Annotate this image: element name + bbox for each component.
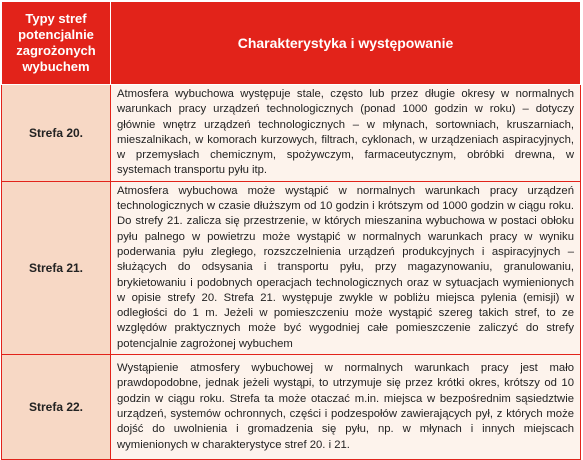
zone-description: Atmosfera wybuchowa występuje stale, często lub przez długie okresy w normalnych warunkach pracy urządzeń technologicznych (ponad 1000 godzin w roku) – dotyczy głównie wnętrz urządzeń technologicznych – w młynach, sortowniach, kruszarniach, mieszalnikach, w komorach kurzowych, filtrach, cyklonach, w urządzeniach aspiracyjnych, w przemysłach chemicznym, spożywczym, farmaceutycznym, obróbki drewna, w systemach transportu pyłu itp. xyxy=(111,85,581,182)
table-header-row xyxy=(2,2,581,85)
explosion-zones-table xyxy=(1,1,581,460)
zone-name: Strefa 20. xyxy=(2,85,111,182)
zone-description: Wystąpienie atmosfery wybuchowej w normalnych warunkach pracy jest mało prawdopodobne, jednak jeżeli wystąpi, to utrzymuje się przez krótki okres, krótszy od 10 godzin w ciągu roku. Strefa ta może otaczać m.in. miejsca w bezpośrednim sąsiedztwie urządzeń, systemów ochronnych, części i podzespołów zawierających pył, z których może dojść do uwolnienia i gromadzenia się pyłu, np. w młynach i innych miejscach wymienionych w charakterystyce stref 20. i 21. xyxy=(111,355,581,460)
table-row xyxy=(2,181,581,354)
header-description: Charakterystyka i występowanie xyxy=(111,2,581,85)
table-row xyxy=(2,355,581,460)
zone-description: Atmosfera wybuchowa może wystąpić w normalnych warunkach pracy urządzeń technologicznych w czasie dłuższym od 10 godzin i krótszym od 1000 godzin w ciągu roku. Do strefy 21. zalicza się przestrzenie, w których mieszanina wybuchowa w postaci obłoku pyłu palnego w powietrzu może wystąpić w normalnych warunkach pracy w wyniku poderwania pyłu zległego, rozszczelnienia urządzeń produkcyjnych i aspiracyjnych – służących do odsysania i transportu pyłu, przy magazynowaniu, granulowaniu, brykietowaniu i podobnych operacjach technologicznych oraz w sytuacjach wymienionych w opisie strefy 20. Strefa 21. występuje zwykle w pobliżu miejsca pylenia (emisji) w odległości do 1 m. Jeżeli w pomieszczeniu może wystąpić szereg takich stref, to ze względów praktycznych może być wygodniej całe pomieszczenie zaliczyć do strefy potencjalnie zagrożonej wybuchem xyxy=(111,181,581,354)
zone-name: Strefa 21. xyxy=(2,181,111,354)
table-row xyxy=(2,85,581,182)
zone-name: Strefa 22. xyxy=(2,355,111,460)
header-zone-type: Typy stref potencjalnie zagrożonych wybuchem xyxy=(2,2,111,85)
